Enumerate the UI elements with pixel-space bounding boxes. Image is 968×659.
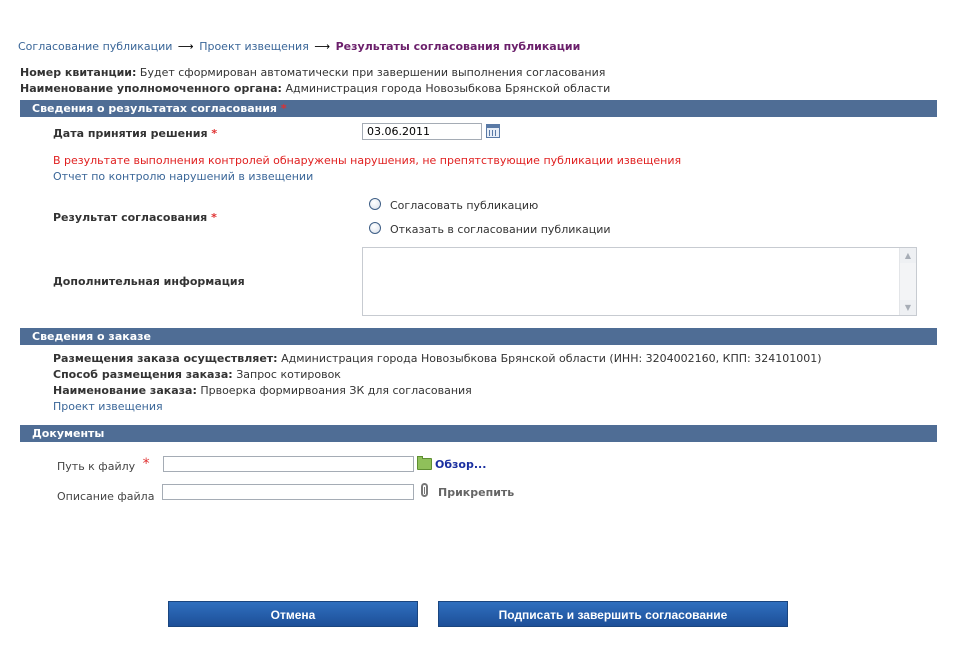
file-description-input[interactable] [162, 484, 414, 500]
required-marker: * [211, 127, 218, 140]
breadcrumb-item-notice-draft[interactable]: Проект извещения [199, 40, 309, 53]
section-title-order: Сведения о заказе [32, 330, 151, 343]
decision-date-label [53, 127, 217, 140]
radio-reject-label[interactable]: Отказать в согласовании публикации [390, 223, 611, 236]
order-name-value: Првоерка формирвоания ЗК для согласования [200, 384, 472, 397]
required-marker: * [211, 211, 217, 224]
sign-and-complete-button[interactable]: Подписать и завершить согласование [438, 601, 788, 627]
scroll-down-icon[interactable]: ▼ [900, 300, 916, 315]
order-method-label: Способ размещения заказа: [53, 368, 233, 381]
required-marker: * [280, 102, 287, 115]
receipt-line [20, 66, 605, 79]
folder-icon[interactable] [417, 458, 432, 470]
scroll-up-icon[interactable]: ▲ [900, 248, 916, 263]
section-header-results [20, 100, 937, 117]
order-method-line [53, 368, 341, 381]
attach-button[interactable]: Прикрепить [438, 486, 515, 499]
violations-report-link[interactable]: Отчет по контролю нарушений в извещении [53, 170, 314, 183]
order-placer-value: Администрация города Новозыбкова Брянской области (ИНН: 3204002160, КПП: 324101001) [281, 352, 822, 365]
approval-result-label [53, 211, 217, 224]
section-title-results: Сведения о результатах согласования [32, 102, 277, 115]
calendar-icon[interactable] [486, 124, 500, 138]
file-path-input[interactable] [163, 456, 414, 472]
paperclip-icon[interactable] [421, 483, 428, 497]
receipt-value: Будет сформирован автоматически при завершении выполнения согласования [139, 66, 606, 79]
file-description-label [57, 488, 169, 504]
textarea-scrollbar[interactable] [899, 248, 916, 315]
approval-result-label-text: Результат согласования [53, 211, 208, 224]
additional-info-label: Дополнительная информация [53, 275, 245, 288]
authority-line [20, 82, 610, 95]
required-marker: * [142, 456, 150, 472]
control-warning: В результате выполнения контролей обнаружены нарушения, не препятствующие публикации извещения [53, 154, 682, 167]
cancel-button[interactable]: Отмена [168, 601, 418, 627]
radio-reject[interactable] [369, 222, 381, 234]
breadcrumb [18, 40, 580, 53]
file-path-label-text: Путь к файлу [57, 460, 136, 473]
order-method-value: Запрос котировок [236, 368, 341, 381]
order-placer-label: Размещения заказа осуществляет: [53, 352, 278, 365]
section-header-order [20, 328, 937, 345]
breadcrumb-item-approval[interactable]: Согласование публикации [18, 40, 173, 53]
order-name-label: Наименование заказа: [53, 384, 197, 397]
section-header-documents [20, 425, 937, 442]
authority-value: Администрация города Новозыбкова Брянской области [285, 82, 611, 95]
order-placer-line [53, 352, 822, 365]
section-title-documents: Документы [32, 427, 105, 440]
file-description-label-text: Описание файла [57, 490, 155, 503]
decision-date-label-text: Дата принятия решения [53, 127, 208, 140]
order-name-line [53, 384, 472, 397]
notice-draft-link[interactable]: Проект извещения [53, 400, 163, 413]
breadcrumb-current: Результаты согласования публикации [335, 40, 581, 53]
browse-button[interactable]: Обзор... [435, 458, 487, 471]
receipt-label: Номер квитанции: [20, 66, 137, 79]
authority-label: Наименование уполномоченного органа: [20, 82, 282, 95]
radio-approve[interactable] [369, 198, 381, 210]
file-path-label [57, 458, 150, 474]
radio-approve-label[interactable]: Согласовать публикацию [390, 199, 539, 212]
breadcrumb-arrow-icon: ⟶ [314, 40, 331, 53]
additional-info-textarea[interactable] [362, 247, 917, 316]
breadcrumb-arrow-icon: ⟶ [177, 40, 194, 53]
decision-date-input[interactable] [362, 123, 482, 140]
